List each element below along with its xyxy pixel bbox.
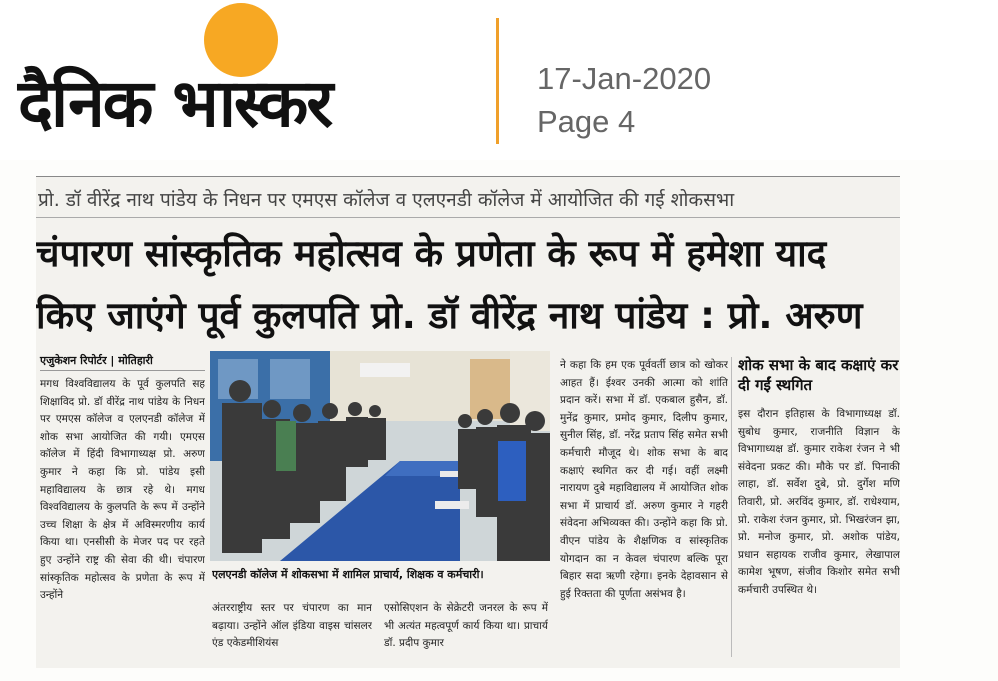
page-number: Page 4 bbox=[537, 104, 636, 139]
subheading: शोक सभा के बाद कक्षाएं कर दी गईं स्थगित bbox=[738, 356, 899, 394]
edition-date: 17-Jan-2020 bbox=[537, 61, 712, 96]
column-separator bbox=[731, 357, 732, 657]
body-column-2b: एसोसिएशन के सेक्रेटरी जनरल के रूप में भी अत्यंत महत्वपूर्ण कार्य किया था। प्राचार्य डॉ. प्रदीप कुमार bbox=[384, 602, 548, 650]
headline-line-1: चंपारण सांस्कृतिक महोत्सव के प्रणेता के रूप में हमेशा याद bbox=[36, 232, 827, 275]
article-kicker: प्रो. डॉ वीरेंद्र नाथ पांडेय के निधन पर एमएस कॉलेज व एलएनडी कॉलेज में आयोजित की गई शोकसभा bbox=[38, 189, 735, 211]
body-column-3: ने कहा कि हम एक पूर्ववर्ती छात्र को खोकर आहत हैं। ईश्वर उनकी आत्मा को शांति प्रदान करें। सभा में डॉ. एकबाल हुसैन, डॉ. मुनेंद्र कुमार, प्रमोद कुमार, दिलीप कुमार, सुनील सिंह, डॉ. नरेंद्र प्रताप सिंह समेत सभी कर्मचारी मौजूद थे। शोक सभा के बाद कक्षाएं स्थगित कर दी गई। वहीं लक्ष्मी नारायण दुबे महाविद्यालय में आयोजित शोक सभा में प्राचार्य डॉ. अरुण कुमार ने गहरी संवेदना अभिव्यक्त की। उन्होंने कहा कि प्रो. वीएन पांडेय के शैक्षणिक व सांस्कृतिक योगदान का न केवल चंपारण बल्कि पूरा बिहार सदा ऋणी रहेगा। इनके देहावसान से हुई रिक्तता की पूर्णता असंभव है। bbox=[560, 359, 728, 600]
body-column-1: मगध विश्वविद्यालय के पूर्व कुलपति सह शिक्षाविद प्रो. डॉ वीरेंद्र नाथ पांडेय के निधन पर एमएस कॉलेज व एलएनडी कॉलेज में शोक सभा आयोजित की गयी। एमएस कॉलेज में हिंदी विभागाध्यक्ष प्रो. अरुण कुमार ने कहा कि प्रो. पांडेय इसी महाविद्यालय के छात्र रहे थे। मगध विश्वविद्यालय के कुलपति के रूप में उन्होंने उच्च शिक्षा के क्षेत्र में अविस्मरणीय कार्य किया था। एनसीसी के मेजर पद पर रहते हुए उन्होंने राष्ट्र की सेवा की थी। चंपारण सांस्कृतिक महोत्सव के प्रणेता के रूप में उन्होंने bbox=[40, 378, 205, 602]
masthead bbox=[0, 0, 998, 160]
body-column-4: इस दौरान इतिहास के विभागाध्यक्ष डॉ. सुबोध कुमार, राजनीति विज्ञान के विभागाध्यक्ष डॉ. कुमार राकेश रंजन ने भी संवेदना प्रकट की। मौके पर डॉ. पिनाकी लाहा, डॉ. सर्वेश दुबे, प्रो. दुर्गेश मणि तिवारी, प्रो. अरविंद कुमार, डॉ. राधेश्याम, प्रो. राकेश रंजन कुमार, प्रो. भिखरंजन झा, प्रो. मनोज कुमार, प्रो. अशोक पांडेय, प्रधान सहायक राजीव कुमार, लेखापाल कामेश भूषण, संजीव किशोर समेत सभी कर्मचारी उपस्थित थे। bbox=[738, 408, 900, 596]
kicker-rule bbox=[36, 217, 900, 218]
photo-caption: एलएनडी कॉलेज में शोकसभा में शामिल प्राचार्य, शिक्षक व कर्मचारी। bbox=[212, 568, 484, 581]
headline-line-2: किए जाएंगे पूर्व कुलपति प्रो. डॉ वीरेंद्र नाथ पांडेय : प्रो. अरुण bbox=[36, 294, 863, 337]
body-column-2a: अंतरराष्ट्रीय स्तर पर चंपारण का मान बढ़ाया। उन्होंने ऑल इंडिया वाइस चांसलर एंड एकेडमीशियंस bbox=[212, 602, 372, 650]
masthead-divider bbox=[496, 18, 499, 144]
news-photo bbox=[210, 351, 550, 561]
top-rule bbox=[36, 176, 900, 177]
newspaper-logo: दैनिक भास्कर bbox=[18, 65, 332, 142]
byline: एजुकेशन रिपोर्टर | मोतिहारी bbox=[40, 352, 205, 371]
